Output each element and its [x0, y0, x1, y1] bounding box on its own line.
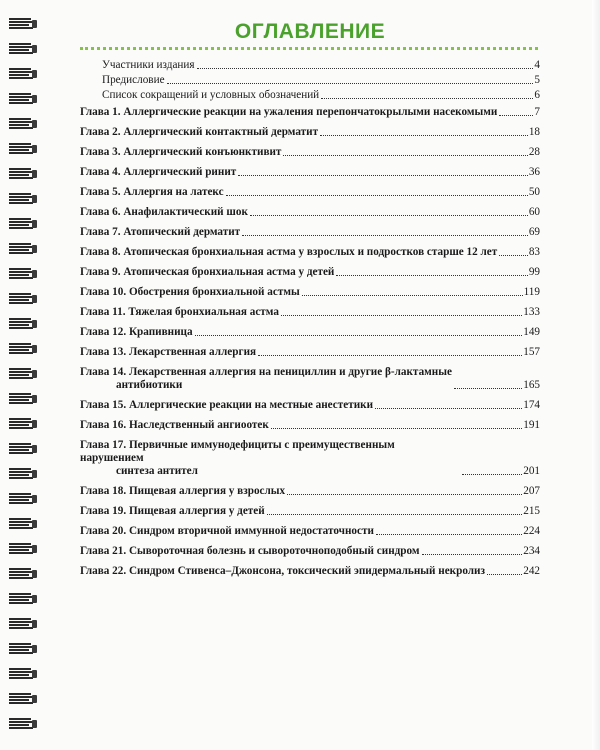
toc-chapter-entry — [80, 186, 540, 199]
toc-page-number: 83 — [528, 246, 540, 258]
binding-ring-wire — [9, 24, 29, 26]
toc-page-number: 119 — [523, 286, 540, 298]
toc-chapter-label: Глава 3. Аллергический конъюнктивит — [80, 146, 282, 158]
toc-chapter-label: Глава 16. Наследственный ангиоотек — [80, 419, 269, 431]
binding-ring-wire — [9, 402, 33, 404]
binding-ring-wire — [9, 549, 29, 551]
binding-ring-wire — [9, 368, 31, 370]
toc-page-number: 201 — [523, 465, 540, 477]
binding-ring-wire — [9, 468, 31, 470]
dot-leader — [376, 534, 522, 535]
binding-ring-wire — [9, 452, 33, 454]
binding-ring-wire — [9, 68, 31, 70]
binding-hole — [32, 70, 37, 78]
binding-ring-wire — [9, 243, 31, 245]
toc-page-number: 4 — [534, 59, 540, 71]
binding-ring — [9, 643, 35, 655]
toc-page-number: 191 — [523, 419, 540, 431]
toc-entry-label: Предисловие — [102, 74, 165, 86]
binding-ring-wire — [9, 227, 33, 229]
binding-ring-wire — [9, 627, 33, 629]
toc-page-number: 60 — [528, 206, 540, 218]
toc-chapter-label: Глава 8. Атопическая бронхиальная астма у взрослых и подростков старше 12 лет — [80, 246, 498, 258]
binding-hole — [32, 545, 37, 553]
binding-ring-wire — [9, 377, 33, 379]
toc-chapter-entry — [80, 246, 540, 259]
toc-chapter-entry — [80, 226, 540, 239]
binding-ring-wire — [9, 149, 29, 151]
binding-hole — [32, 720, 37, 728]
binding-ring-wire — [9, 493, 31, 495]
binding-hole — [32, 470, 37, 478]
toc-page-number: 224 — [523, 525, 540, 537]
binding-ring — [9, 468, 35, 480]
binding-hole — [32, 445, 37, 453]
binding-ring-wire — [9, 127, 33, 129]
toc-chapter-label: Глава 6. Анафилактический шок — [80, 206, 248, 218]
binding-ring — [9, 143, 35, 155]
binding-ring-wire — [9, 418, 31, 420]
toc-chapter-entry — [80, 166, 540, 179]
page-edge — [592, 0, 600, 750]
binding-hole — [32, 295, 37, 303]
toc-page-number: 28 — [528, 146, 540, 158]
toc-page-number: 6 — [534, 89, 540, 101]
toc-chapter-label: Глава 18. Пищевая аллергия у взрослых — [80, 485, 286, 497]
toc-page-number: 5 — [534, 74, 540, 86]
dot-leader — [462, 474, 522, 475]
binding-ring-wire — [9, 477, 33, 479]
binding-ring-wire — [9, 618, 31, 620]
binding-ring-wire — [9, 543, 31, 545]
toc-chapter-entry — [80, 286, 540, 299]
binding-ring-wire — [9, 427, 33, 429]
binding-ring-wire — [9, 568, 31, 570]
binding-ring — [9, 368, 35, 380]
binding-ring — [9, 568, 35, 580]
binding-ring-wire — [9, 343, 31, 345]
binding-ring-wire — [9, 49, 29, 51]
toc-chapter-entry — [80, 206, 540, 219]
binding-ring-wire — [9, 577, 33, 579]
binding-ring-wire — [9, 399, 29, 401]
toc-chapter-label: Глава 4. Аллергический ринит — [80, 166, 237, 178]
binding-ring-wire — [9, 599, 29, 601]
binding-ring — [9, 593, 35, 605]
binding-ring — [9, 693, 35, 705]
binding-hole — [32, 670, 37, 678]
toc-chapter-label: Глава 1. Аллергические реакции на ужаления перепончатокрылыми насекомыми — [80, 106, 498, 118]
binding-ring-wire — [9, 424, 29, 426]
binding-ring — [9, 668, 35, 680]
binding-ring — [9, 218, 35, 230]
binding-ring-wire — [9, 727, 33, 729]
binding-ring-wire — [9, 602, 33, 604]
binding-hole — [32, 520, 37, 528]
binding-ring — [9, 493, 35, 505]
dot-leader — [499, 115, 533, 116]
dot-leader — [242, 235, 528, 236]
toc-page-number: 69 — [528, 226, 540, 238]
binding-ring-wire — [9, 374, 29, 376]
binding-ring — [9, 193, 35, 205]
toc-page-number: 149 — [523, 326, 540, 338]
binding-ring-wire — [9, 52, 33, 54]
toc-chapter-label: Глава 11. Тяжелая бронхиальная астма — [80, 306, 279, 318]
toc-chapter-entry — [80, 126, 540, 139]
binding-hole — [32, 170, 37, 178]
binding-ring — [9, 18, 35, 30]
binding-ring-wire — [9, 624, 29, 626]
binding-ring — [9, 168, 35, 180]
toc-entry-abbreviations — [80, 89, 540, 102]
toc-chapter-label-line1: Глава 17. Первичные иммунодефициты с преимущественным нарушением — [80, 439, 395, 464]
toc-page-number: 165 — [523, 379, 540, 391]
toc-chapter-entry — [80, 419, 540, 432]
binding-ring-wire — [9, 124, 29, 126]
binding-ring-wire — [9, 102, 33, 104]
toc-chapter-label: Глава 22. Синдром Стивенса–Джонсона, токсический эпидермальный некролиз — [80, 565, 485, 577]
binding-ring — [9, 418, 35, 430]
toc-page-number: 234 — [523, 545, 540, 557]
binding-hole — [32, 245, 37, 253]
binding-ring — [9, 268, 35, 280]
binding-ring-wire — [9, 274, 29, 276]
dot-leader — [271, 428, 522, 429]
toc-chapter-entry — [80, 525, 540, 538]
binding-ring-wire — [9, 474, 29, 476]
binding-ring-wire — [9, 668, 31, 670]
toc-entry-preface — [80, 74, 540, 87]
binding-hole — [32, 370, 37, 378]
binding-ring-wire — [9, 252, 33, 254]
dot-leader — [336, 275, 527, 276]
toc-entry-contributors — [80, 59, 540, 72]
binding-ring-wire — [9, 168, 31, 170]
binding-hole — [32, 695, 37, 703]
binding-ring — [9, 393, 35, 405]
dot-leader — [422, 554, 523, 555]
binding-ring-wire — [9, 302, 33, 304]
toc-chapter-label: Глава 7. Атопический дерматит — [80, 226, 241, 238]
dot-leader — [195, 335, 523, 336]
toc-page-number: 242 — [523, 565, 540, 577]
binding-ring — [9, 343, 35, 355]
toc-entry-label: Список сокращений и условных обозначений — [102, 89, 320, 101]
toc-chapter-entry — [80, 439, 540, 478]
binding-ring — [9, 443, 35, 455]
toc-chapter-entry — [80, 106, 540, 119]
toc-chapter-label: Глава 9. Атопическая бронхиальная астма у детей — [80, 266, 335, 278]
binding-ring-wire — [9, 27, 33, 29]
toc-chapter-label: Глава 2. Аллергический контактный дерматит — [80, 126, 319, 138]
binding-ring-wire — [9, 74, 29, 76]
binding-hole — [32, 270, 37, 278]
toc-chapter-entry — [80, 146, 540, 159]
toc-chapter-label: Глава 13. Лекарственная аллергия — [80, 346, 257, 358]
binding-ring — [9, 543, 35, 555]
dot-leader — [250, 215, 528, 216]
binding-hole — [32, 645, 37, 653]
binding-ring-wire — [9, 649, 29, 651]
dot-leader — [283, 155, 527, 156]
toc-page-number: 207 — [523, 485, 540, 497]
binding-ring-wire — [9, 93, 31, 95]
binding-ring-wire — [9, 202, 33, 204]
binding-ring-wire — [9, 177, 33, 179]
binding-ring-wire — [9, 349, 29, 351]
binding-ring-wire — [9, 699, 29, 701]
binding-ring — [9, 68, 35, 80]
binding-hole — [32, 495, 37, 503]
toc-chapter-label: Глава 5. Аллергия на латекс — [80, 186, 224, 198]
binding-ring-wire — [9, 449, 29, 451]
binding-ring-wire — [9, 293, 31, 295]
binding-ring-wire — [9, 249, 29, 251]
binding-hole — [32, 195, 37, 203]
binding-hole — [32, 395, 37, 403]
toc-chapter-entry — [80, 266, 540, 279]
binding-ring — [9, 93, 35, 105]
binding-ring-wire — [9, 524, 29, 526]
binding-ring-wire — [9, 352, 33, 354]
dot-leader — [167, 83, 534, 84]
binding-ring-wire — [9, 143, 31, 145]
binding-ring-wire — [9, 324, 29, 326]
binding-ring-wire — [9, 724, 29, 726]
toc-chapter-entry — [80, 399, 540, 412]
dot-leader — [281, 315, 522, 316]
table-of-contents — [80, 59, 540, 585]
toc-chapter-label: Глава 10. Обострения бронхиальной астмы — [80, 286, 300, 298]
dot-leader — [258, 355, 522, 356]
binding-hole — [32, 620, 37, 628]
toc-chapter-label-line1: Глава 14. Лекарственная аллергия на пенициллин и другие β-лактамные — [80, 366, 452, 378]
dot-leader — [487, 574, 522, 575]
binding-ring-wire — [9, 574, 29, 576]
binding-hole — [32, 345, 37, 353]
binding-ring-wire — [9, 199, 29, 201]
binding-hole — [32, 45, 37, 53]
binding-hole — [32, 95, 37, 103]
binding-ring-wire — [9, 443, 31, 445]
toc-chapter-label — [80, 366, 452, 392]
binding-ring — [9, 718, 35, 730]
toc-page-number: 157 — [523, 346, 540, 358]
binding-ring — [9, 518, 35, 530]
toc-chapter-label: Глава 12. Крапивница — [80, 326, 193, 338]
binding-ring-wire — [9, 518, 31, 520]
binding-ring — [9, 293, 35, 305]
spiral-binding — [0, 0, 40, 750]
binding-ring-wire — [9, 502, 33, 504]
binding-ring-wire — [9, 174, 29, 176]
binding-ring-wire — [9, 499, 29, 501]
toc-page-number: 7 — [534, 106, 540, 118]
toc-page-number: 36 — [528, 166, 540, 178]
binding-hole — [32, 595, 37, 603]
toc-chapter-label: Глава 21. Сывороточная болезнь и сывороточноподобный синдром — [80, 545, 420, 557]
binding-hole — [32, 320, 37, 328]
binding-ring-wire — [9, 224, 29, 226]
toc-entry-label: Участники издания — [102, 59, 195, 71]
toc-chapter-label: Глава 20. Синдром вторичной иммунной недостаточности — [80, 525, 374, 537]
binding-ring-wire — [9, 299, 29, 301]
toc-page-number: 99 — [528, 266, 540, 278]
binding-ring-wire — [9, 18, 31, 20]
binding-ring-wire — [9, 652, 33, 654]
dot-leader — [238, 175, 528, 176]
binding-ring-wire — [9, 393, 31, 395]
binding-ring — [9, 118, 35, 130]
binding-ring-wire — [9, 702, 33, 704]
binding-ring — [9, 43, 35, 55]
binding-ring-wire — [9, 327, 33, 329]
toc-page-number: 133 — [523, 306, 540, 318]
toc-chapter-entry — [80, 505, 540, 518]
toc-chapter-entry — [80, 565, 540, 578]
dot-leader — [287, 494, 522, 495]
binding-ring-wire — [9, 77, 33, 79]
binding-ring-wire — [9, 218, 31, 220]
dot-leader — [226, 195, 528, 196]
toc-chapter-entry — [80, 326, 540, 339]
dot-leader — [454, 388, 522, 389]
binding-hole — [32, 145, 37, 153]
binding-hole — [32, 20, 37, 28]
toc-page-number: 50 — [528, 186, 540, 198]
binding-hole — [32, 120, 37, 128]
binding-ring-wire — [9, 552, 33, 554]
toc-chapter-label-line2: синтеза антител — [116, 465, 198, 477]
dot-leader — [302, 295, 523, 296]
binding-ring-wire — [9, 43, 31, 45]
dot-leader — [375, 408, 522, 409]
binding-ring — [9, 318, 35, 330]
toc-chapter-label-line2: антибиотики — [116, 379, 183, 391]
toc-page-number: 215 — [523, 505, 540, 517]
dot-leader — [320, 135, 528, 136]
binding-ring-wire — [9, 643, 31, 645]
toc-chapter-label — [80, 439, 460, 478]
binding-ring-wire — [9, 193, 31, 195]
binding-ring-wire — [9, 268, 31, 270]
toc-chapter-label: Глава 19. Пищевая аллергия у детей — [80, 505, 265, 517]
binding-ring-wire — [9, 152, 33, 154]
toc-chapter-entry — [80, 306, 540, 319]
binding-ring-wire — [9, 118, 31, 120]
binding-ring-wire — [9, 674, 29, 676]
binding-ring-wire — [9, 318, 31, 320]
toc-page-number: 174 — [523, 399, 540, 411]
binding-ring — [9, 618, 35, 630]
toc-page-number: 18 — [528, 126, 540, 138]
page-title: ОГЛАВЛЕНИЕ — [234, 20, 386, 43]
toc-chapter-entry — [80, 485, 540, 498]
binding-ring-wire — [9, 527, 33, 529]
dot-leader — [499, 255, 528, 256]
dot-leader — [267, 514, 523, 515]
dot-leader — [321, 98, 533, 99]
binding-ring-wire — [9, 277, 33, 279]
binding-ring-wire — [9, 718, 31, 720]
toc-chapter-label: Глава 15. Аллергические реакции на местные анестетики — [80, 399, 374, 411]
binding-ring-wire — [9, 99, 29, 101]
binding-ring — [9, 243, 35, 255]
toc-chapter-entry — [80, 346, 540, 359]
toc-chapter-entry — [80, 366, 540, 392]
dot-leader — [197, 68, 534, 69]
binding-hole — [32, 420, 37, 428]
toc-chapter-entry — [80, 545, 540, 558]
binding-ring-wire — [9, 677, 33, 679]
binding-hole — [32, 220, 37, 228]
binding-ring-wire — [9, 693, 31, 695]
binding-hole — [32, 570, 37, 578]
binding-ring-wire — [9, 593, 31, 595]
title-divider — [80, 47, 538, 50]
